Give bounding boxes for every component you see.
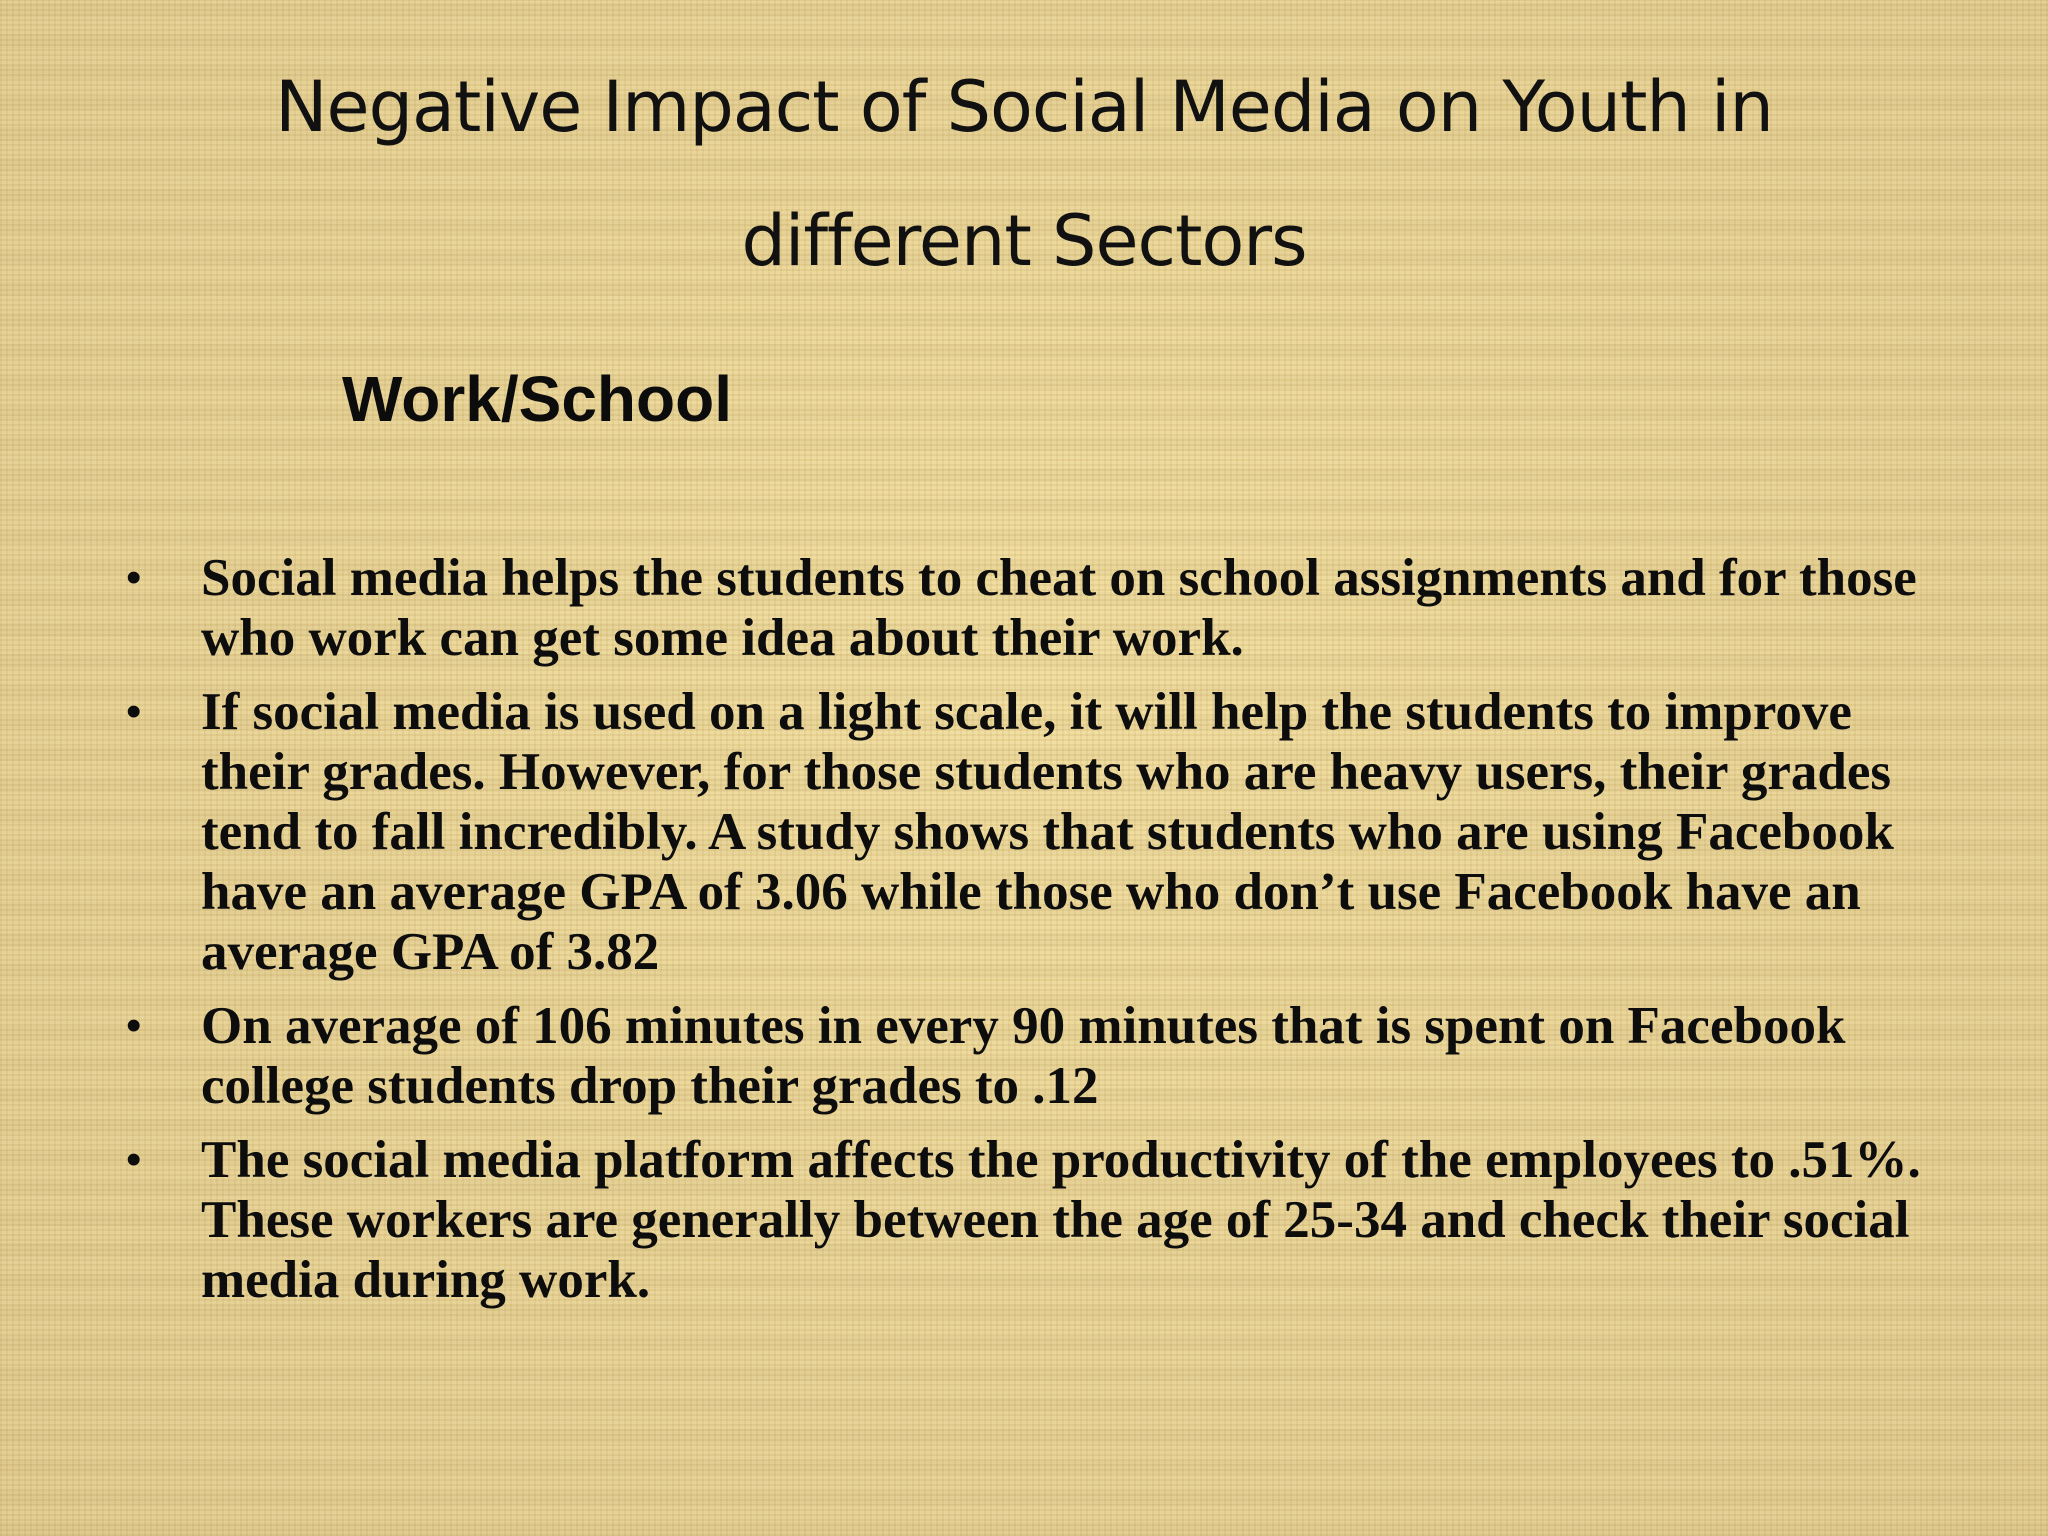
- bullet-item: [120, 682, 1960, 982]
- bullet-icon: •: [126, 553, 142, 602]
- bullet-icon: •: [126, 1135, 142, 1184]
- bullet-icon: •: [126, 1001, 142, 1050]
- bullet-text: The social media platform affects the productivity of the employees to .51%. These workers are generally between the age of 25-34 and check their social media during work.: [201, 1131, 1921, 1309]
- bullet-item: [120, 1130, 1960, 1310]
- section-heading: Work/School: [342, 363, 732, 435]
- bullet-icon: •: [126, 687, 142, 736]
- slide-title: Negative Impact of Social Media on Youth in different Sectors: [275, 66, 1773, 282]
- bullet-item: [120, 548, 1960, 668]
- bullet-text: Social media helps the students to cheat on school assignments and for those who work can get some idea about their work.: [201, 549, 1917, 667]
- bullet-list: [120, 548, 1960, 1324]
- bullet-text: If social media is used on a light scale, it will help the students to improve their grades. However, for those students who are heavy users, their grades tend to fall incredibly. A study shows that students who are using Facebook have an average GPA of 3.06 while those who don’t use Facebook have an average GPA of 3.82: [201, 683, 1894, 981]
- bullet-text: On average of 106 minutes in every 90 minutes that is spent on Facebook college students drop their grades to .12: [201, 997, 1846, 1115]
- bullet-item: [120, 996, 1960, 1116]
